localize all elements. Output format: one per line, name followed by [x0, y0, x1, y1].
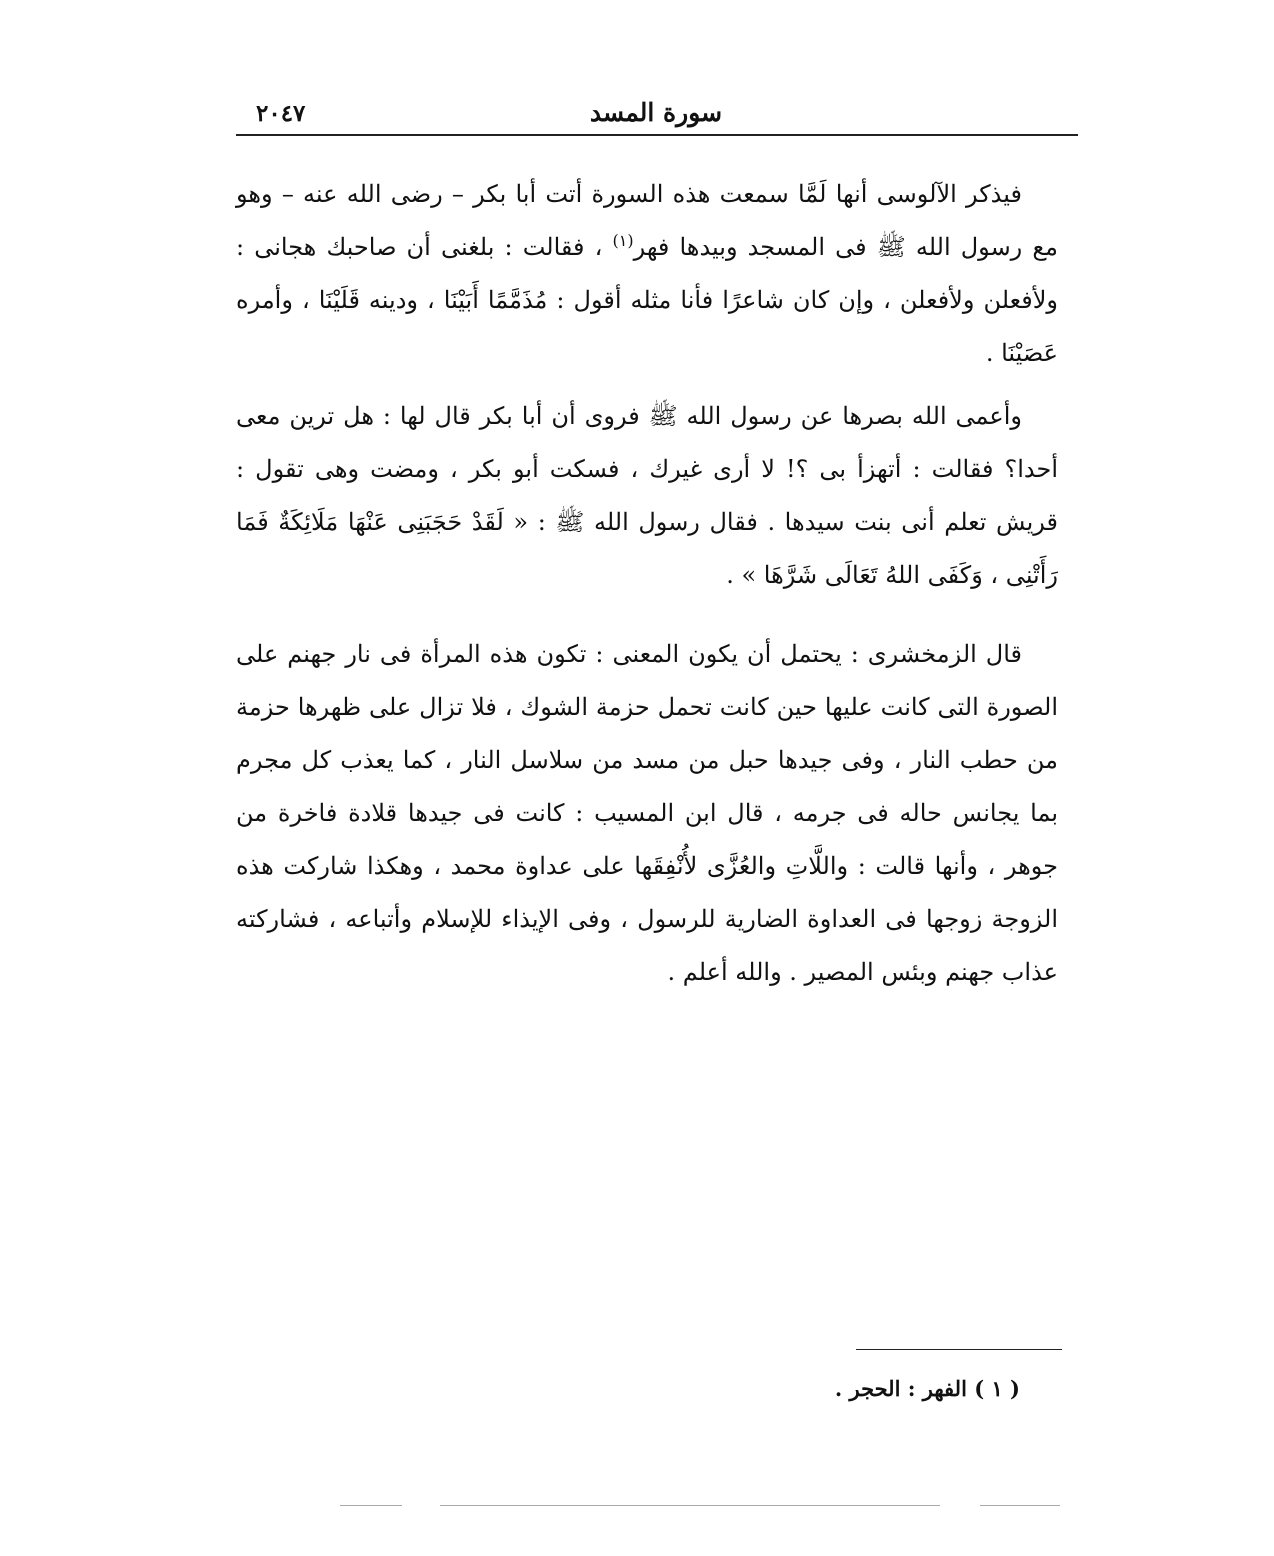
paragraph-zamakhshari: قال الزمخشرى : يحتمل أن يكون المعنى : تكون هذه المرأة فى نار جهنم على الصورة التى كانت عليها حين كانت تحمل حزمة الشوك ، فلا تزال على ظهرها حزمة من حطب النار ، وفى جيدها حبل من مسد من سلاسل النار ، كما يعذب كل مجرم بما يجانس حاله فى جرمه ، قال ابن المسيب : كانت فى جيدها قلادة فاخرة من جوهر ، وأنها قالت : واللَّاتِ والعُزَّى لأُنْفِقَها على عداوة محمد ، وهكذا شاركت هذه الزوجة زوجها فى العداوة الضارية للرسول ، وفى الإيذاء للإسلام وأتباعه ، فشاركته عذاب جهنم وبئس المصير . والله أعلم .	[236, 640, 1058, 986]
footnote-reference: (١)	[612, 231, 634, 250]
paragraph-alusi	[236, 168, 1058, 380]
paragraph-blinded: وأعمى الله بصرها عن رسول الله ﷺ فروى أن أبا بكر قال لها : هل ترين معى أحدا؟ فقالت : أتهزأ بى ؟! لا أرى غيرك ، فسكت أبو بكر ، ومضت وهى تقول : قريش تعلم أنى بنت سيدها . فقال رسول الله ﷺ : « لَقَدْ حَجَبَنِى عَنْهَا مَلَائِكَةٌ فَمَا رَأَتْنِى ، وَكَفَى اللهُ تَعَالَى شَرَّهَا » .	[236, 402, 1058, 589]
footnote-rule	[856, 1349, 1062, 1350]
bottom-rule-segment	[440, 1505, 940, 1506]
running-header	[236, 92, 1076, 132]
bottom-rule-segment	[340, 1505, 402, 1506]
surah-title: سورة المسد	[589, 98, 723, 127]
main-text	[236, 168, 1058, 999]
bottom-rule-segment	[980, 1505, 1060, 1506]
footnote: ( ١ ) الفهر : الحجر .	[834, 1376, 1020, 1401]
paragraph-alusi-text-2: ، فقالت : بلغنى أن صاحبك هجانى : ولأفعلن ولأفعلن ، وإن كان شاعرًا فأنا مثله أقول : مُذَمَّمًا أَبَيْنَا ، ودينه قَلَيْنَا ، وأمره عَصَيْنَا .	[236, 233, 1058, 367]
header-rule	[236, 134, 1078, 136]
paragraph-alusi-text-1: فيذكر الآلوسى أنها لَمَّا سمعت هذه السورة أتت أبا بكر – رضى الله عنه – وهو مع رسول الله ﷺ فى المسجد وبيدها فهر	[236, 180, 1059, 261]
page-number: ٢٠٤٧	[256, 100, 306, 127]
